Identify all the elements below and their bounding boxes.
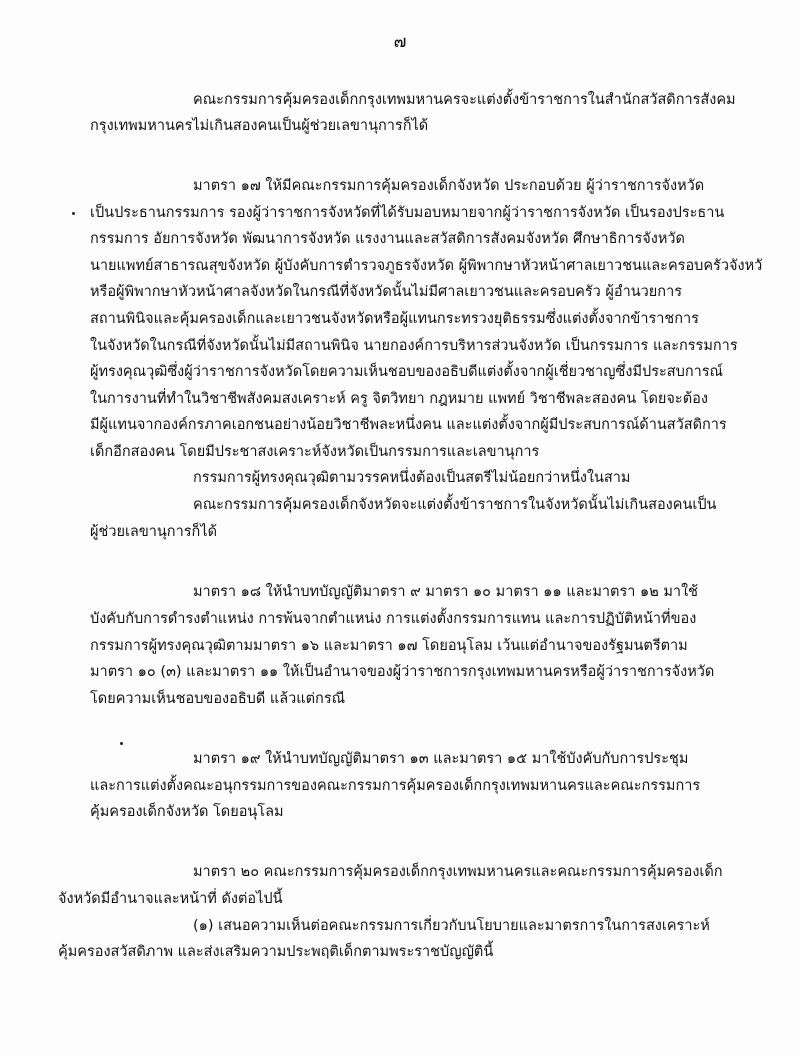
text-line: ผู้ช่วยเลขานุการก็ได้ [90, 524, 217, 540]
text-line: จังหวัดมีอำนาจและหน้าที่ ดังต่อไปนี้ [58, 891, 283, 907]
text-line: ในจังหวัดในกรณีที่จังหวัดนั้นไม่มีสถานพินิจ นายกองค์การบริหารส่วนจังหวัด เป็นกรรมการ และกรรมการ [90, 338, 738, 354]
text-line: ในการงานที่ทำในวิชาชีพสังคมสงเคราะห์ ครู จิตวิทยา กฎหมาย แพทย์ วิชาชีพละสองคน โดยจะต้อง [90, 391, 708, 407]
page-number: ๗ [393, 32, 407, 52]
text-line: เด็กอีกสองคน โดยมีประชาสงเคราะห์จังหวัดเป็นกรรมการและเลขานุการ [90, 444, 540, 460]
text-line: และการแต่งตั้งคณะอนุกรรมการของคณะกรรมการคุ้มครองเด็กกรุงเทพมหานครและคณะกรรมการ [90, 778, 701, 794]
scan-speck [72, 212, 75, 215]
scan-speck [120, 742, 123, 745]
text-line: คุ้มครองสวัสดิภาพ และส่งเสริมความประพฤติเด็กตามพระราชบัญญัตินี้ [58, 944, 494, 960]
text-line: มาตรา ๑๐ (๓) และมาตรา ๑๑ ให้เป็นอำนาจของผู้ว่าราชการกรุงเทพมหานครหรือผู้ว่าราชการจังหวัด [90, 664, 715, 680]
text-line: หรือผู้พิพากษาหัวหน้าศาลจังหวัดในกรณีที่จังหวัดนั้นไม่มีศาลเยาวชนและครอบครัว ผู้อำนวยการ [90, 284, 683, 300]
text-line: คณะกรรมการคุ้มครองเด็กจังหวัดจะแต่งตั้งข้าราชการในจังหวัดนั้นไม่เกินสองคนเป็น [193, 497, 717, 513]
section-heading-line: มาตรา ๑๘ ให้นำบทบัญญัติมาตรา ๙ มาตรา ๑๐ มาตรา ๑๑ และมาตรา ๑๒ มาใช้ [193, 584, 698, 600]
section-heading-line: มาตรา ๑๗ ให้มีคณะกรรมการคุ้มครองเด็กจังหวัด ประกอบด้วย ผู้ว่าราชการจังหวัด [193, 178, 705, 194]
text-line: นายแพทย์สาธารณสุขจังหวัด ผู้บังคับการตำรวจภูธรจังหวัด ผู้พิพากษาหัวหน้าศาลเยาวชนและครอบครัวจังหวั [90, 258, 763, 274]
text-line: กรรมการผู้ทรงคุณวุฒิตามมาตรา ๑๖ และมาตรา ๑๗ โดยอนุโลม เว้นแต่อำนาจของรัฐมนตรีตาม [90, 638, 688, 654]
text-line: สถานพินิจและคุ้มครองเด็กและเยาวชนจังหวัดหรือผู้แทนกระทรวงยุติธรรมซึ่งแต่งตั้งจากข้าราชการ [90, 311, 699, 327]
text-line: คุ้มครองเด็กจังหวัด โดยอนุโลม [90, 804, 284, 820]
text-line: โดยความเห็นชอบของอธิบดี แล้วแต่กรณี [90, 691, 346, 707]
text-line: มีผู้แทนจากองค์กรภาคเอกชนอย่างน้อยวิชาชีพละหนึ่งคน และแต่งตั้งจากผู้มีประสบการณ์ด้านสวัสดิการ [90, 417, 727, 433]
text-line: บังคับกับการดำรงตำแหน่ง การพ้นจากตำแหน่ง การแต่งตั้งกรรมการแทน และการปฏิบัติหน้าที่ของ [90, 611, 697, 627]
text-line: (๑) เสนอความเห็นต่อคณะกรรมการเกี่ยวกับนโยบายและมาตรการในการสงเคราะห์ [193, 918, 710, 934]
text-line: กรุงเทพมหานครไม่เกินสองคนเป็นผู้ช่วยเลขานุการก็ได้ [90, 118, 429, 134]
section-heading-line: มาตรา ๑๙ ให้นำบทบัญญัติมาตรา ๑๓ และมาตรา ๑๕ มาใช้บังคับกับการประชุม [193, 751, 689, 767]
section-heading-line: มาตรา ๒๐ คณะกรรมการคุ้มครองเด็กกรุงเทพมหานครและคณะกรรมการคุ้มครองเด็ก [193, 864, 723, 880]
text-line: คณะกรรมการคุ้มครองเด็กกรุงเทพมหานครจะแต่งตั้งข้าราชการในสำนักสวัสดิการสังคม [193, 92, 736, 108]
text-line: ผู้ทรงคุณวุฒิซึ่งผู้ว่าราชการจังหวัดโดยความเห็นชอบของอธิบดีแต่งตั้งจากผู้เชี่ยวชาญซึ่งมีประสบการณ์ [90, 364, 723, 380]
text-line: เป็นประธานกรรมการ รองผู้ว่าราชการจังหวัดที่ได้รับมอบหมายจากผู้ว่าราชการจังหวัด เป็นรองประธาน [90, 205, 725, 221]
text-line: กรรมการ อัยการจังหวัด พัฒนาการจังหวัด แรงงานและสวัสดิการสังคมจังหวัด ศึกษาธิการจังหวัด [90, 231, 685, 247]
text-line: กรรมการผู้ทรงคุณวุฒิตามวรรคหนึ่งต้องเป็นสตรีไม่น้อยกว่าหนึ่งในสาม [193, 470, 631, 486]
